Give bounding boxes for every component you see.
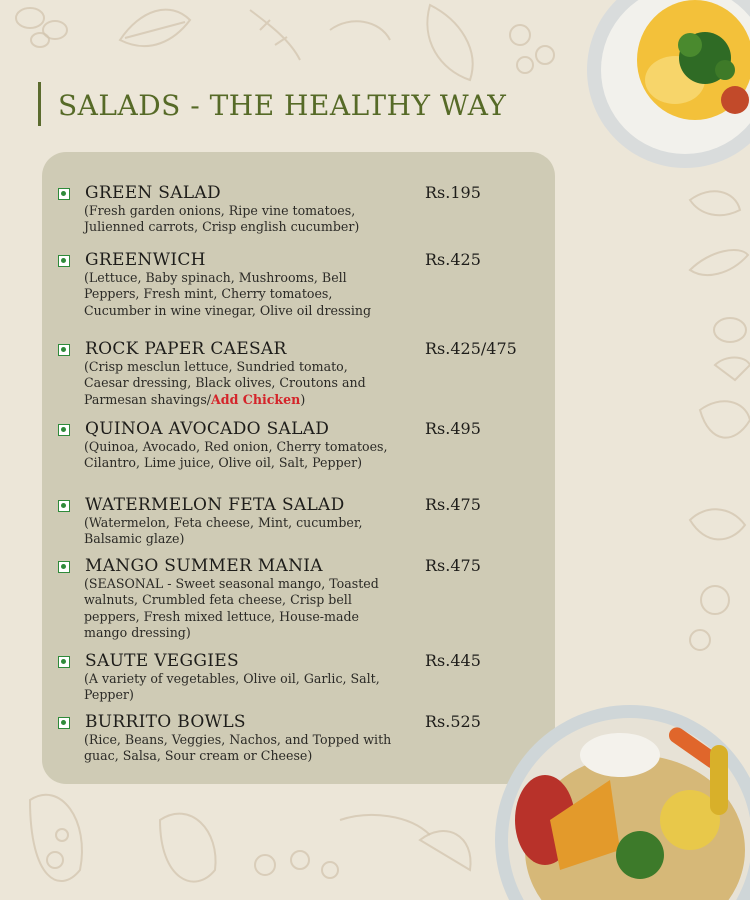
item-price: Rs.425 xyxy=(425,250,481,269)
item-description: (Lettuce, Baby spinach, Mushrooms, Bell Peppers, Fresh mint, Cherry tomatoes, Cucumber in wine vinegar, Olive oil dressing xyxy=(84,270,372,318)
item-description: (A variety of vegetables, Olive oil, Garlic, Salt, Pepper) xyxy=(84,671,380,703)
burrito-bowl-image xyxy=(490,700,750,900)
item-description-end: ) xyxy=(300,391,306,407)
veg-mark-icon xyxy=(58,500,70,512)
item-description: (Rice, Beans, Veggies, Nachos, and Topped with guac, Salsa, Sour cream or Cheese) xyxy=(84,732,392,764)
item-description: (Fresh garden onions, Ripe vine tomatoes, Julienned carrots, Crisp english cucumber) xyxy=(84,203,360,235)
item-price: Rs.425/475 xyxy=(425,339,517,358)
veg-mark-icon xyxy=(58,656,70,668)
item-name: WATERMELON FETA SALAD xyxy=(85,495,345,515)
add-chicken-option: Add Chicken xyxy=(211,391,301,407)
item-name: ROCK PAPER CAESAR xyxy=(85,339,287,359)
veg-mark-icon xyxy=(58,717,70,729)
item-price: Rs.475 xyxy=(425,556,481,575)
item-name: MANGO SUMMER MANIA xyxy=(85,556,323,576)
item-description-text: (Crisp mesclun lettuce, Sundried tomato, Caesar dressing, Black olives, Croutons and Parmesan shavings/ xyxy=(84,359,366,407)
salad-plate-image xyxy=(585,0,750,170)
item-price: Rs.475 xyxy=(425,495,481,514)
page-title: SALADS - THE HEALTHY WAY xyxy=(58,89,507,122)
item-description xyxy=(84,359,394,408)
item-price: Rs.525 xyxy=(425,712,481,731)
item-name: GREEN SALAD xyxy=(85,183,221,203)
item-name: SAUTE VEGGIES xyxy=(85,651,239,671)
item-description: (Quinoa, Avocado, Red onion, Cherry tomatoes, Cilantro, Lime juice, Olive oil, Salt, Pepper) xyxy=(84,439,388,471)
item-name: QUINOA AVOCADO SALAD xyxy=(85,419,330,439)
item-description: (Watermelon, Feta cheese, Mint, cucumber, Balsamic glaze) xyxy=(84,515,363,547)
veg-mark-icon xyxy=(58,255,70,267)
item-price: Rs.195 xyxy=(425,183,481,202)
title-accent-bar xyxy=(38,82,41,126)
veg-mark-icon xyxy=(58,344,70,356)
item-description: (SEASONAL - Sweet seasonal mango, Toasted walnuts, Crumbled feta cheese, Crisp bell peppers, Fresh mixed lettuce, House-made mango dressing) xyxy=(84,576,379,640)
veg-mark-icon xyxy=(58,424,70,436)
item-price: Rs.445 xyxy=(425,651,481,670)
veg-mark-icon xyxy=(58,188,70,200)
item-name: BURRITO BOWLS xyxy=(85,712,246,732)
item-price: Rs.495 xyxy=(425,419,481,438)
item-name: GREENWICH xyxy=(85,250,206,270)
veg-mark-icon xyxy=(58,561,70,573)
